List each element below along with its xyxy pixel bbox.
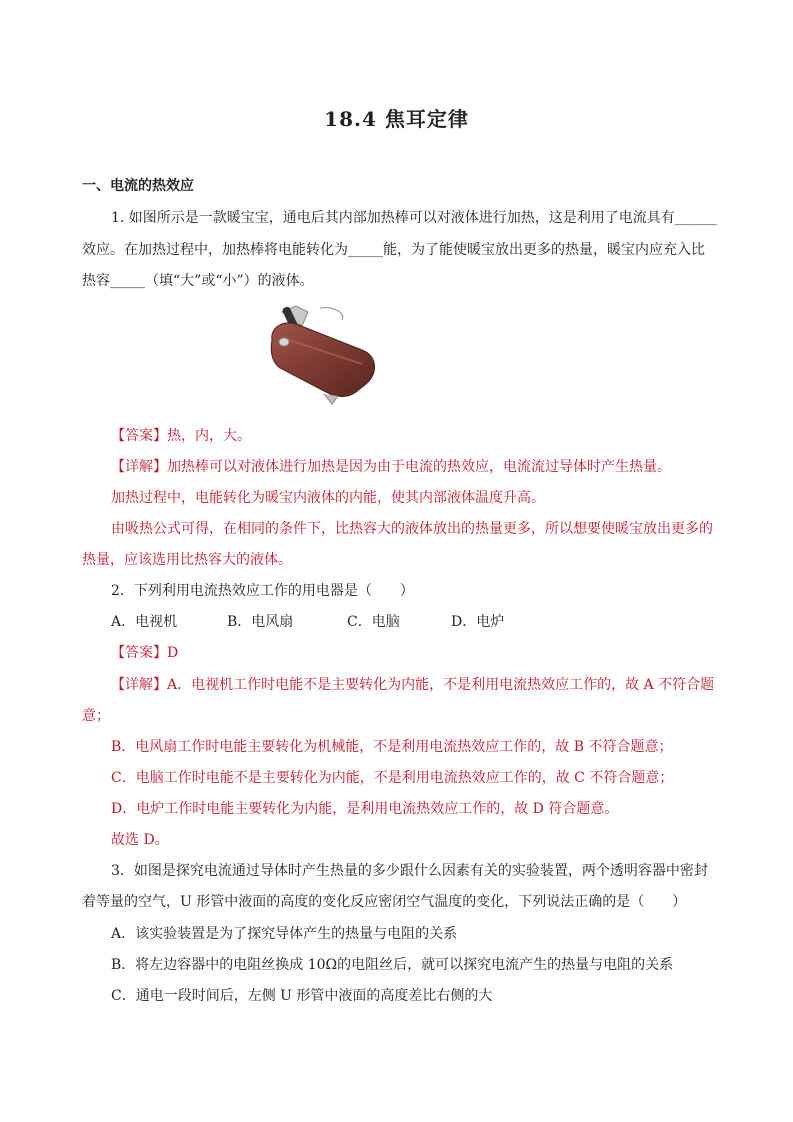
- q1-detail-2: 加热过程中，电能转化为暖宝内液体的内能，使其内部液体温度升高。: [111, 490, 545, 506]
- hot-water-bag-image: [262, 302, 382, 406]
- q2-detail-c: C．电脑工作时电能不是主要转化为内能，不是利用电流热效应工作的，故 C 不符合题意；: [111, 770, 674, 786]
- q2-option-d: D．电炉: [451, 614, 505, 630]
- q1-detail-4: 热量，应该选用比热容大的液体。: [82, 552, 292, 568]
- q3-stem-1: 3．如图是探究电流通过导体时产生热量的多少跟什么因素有关的实验装置，两个透明容器中密封: [111, 863, 708, 879]
- q3-stem-2: 着等量的空气，U 形管中液面的高度的变化反应密闭空气温度的变化，下列说法正确的是（ ）: [82, 894, 687, 910]
- q3-option-c: C．通电一段时间后，左侧 U 形管中液面的高度差比右侧的大: [111, 988, 493, 1004]
- q2-detail-b: B．电风扇工作时电能主要转化为机械能，不是利用电流热效应工作的，故 B 不符合题意；: [111, 739, 673, 755]
- q3-option-a: A．该实验装置是为了探究导体产生的热量与电阻的关系: [111, 926, 458, 942]
- q2-option-a: A．电视机: [111, 614, 178, 630]
- detail-tag: 【详解】: [111, 677, 167, 693]
- q2-answer-text: D: [167, 645, 179, 661]
- detail-tag: 【详解】: [111, 459, 167, 475]
- q1-detail-1: [111, 457, 671, 477]
- page-title: 18.4 焦耳定律: [324, 107, 469, 131]
- q2-option-b: B．电风扇: [227, 614, 294, 630]
- answer-tag: 【答案】: [111, 645, 167, 661]
- q2-detail-d: D．电炉工作时电能主要转化为内能，是利用电流热效应工作的，故 D 符合题意。: [111, 801, 619, 817]
- q1-detail-text-1: 加热棒可以对液体进行加热是因为由于电流的热效应，电流流过导体时产生热量。: [167, 459, 671, 475]
- q1-detail-3: 由吸热公式可得，在相同的条件下，比热容大的液体放出的热量更多，所以想要使暖宝放出更多的: [111, 521, 713, 537]
- q2-detail-a-cont: 意；: [82, 708, 110, 724]
- q2-detail-a-text: A．电视机工作时电能不是主要转化为内能，不是利用电流热效应工作的，故 A 不符合题: [167, 677, 715, 693]
- q2-detail-a: [111, 675, 714, 695]
- q2-option-c: C．电脑: [347, 614, 400, 630]
- answer-tag: 【答案】: [111, 428, 167, 444]
- q2-answer: [111, 643, 178, 663]
- q1-answer-text: 热，内，大。: [167, 428, 251, 444]
- section-heading: 一、电流的热效应: [82, 178, 194, 194]
- q2-conclusion: 故选 D。: [111, 832, 169, 848]
- q2-options: [111, 612, 504, 632]
- q1-line-1: 1. 如图所示是一款暖宝宝，通电后其内部加热棒可以对液体进行加热，这是利用了电流具有______: [111, 210, 717, 226]
- q1-line-3: 热容_____（填“大”或“小”）的液体。: [82, 273, 314, 289]
- q1-line-2: 效应。在加热过程中，加热棒将电能转化为_____能，为了能使暖宝放出更多的热量，暖宝内应充入比: [82, 242, 705, 258]
- q3-option-b: B．将左边容器中的电阻丝换成 10Ω的电阻丝后，就可以探究电流产生的热量与电阻的关系: [111, 957, 674, 973]
- q2-stem: 2．下列利用电流热效应工作的用电器是（ ）: [111, 583, 414, 599]
- q1-answer: [111, 426, 251, 446]
